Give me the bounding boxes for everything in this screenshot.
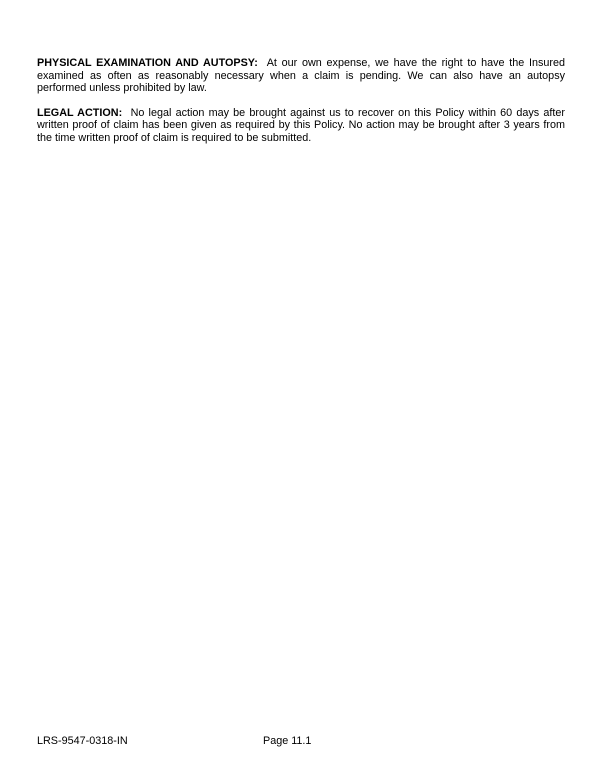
- legal-action-section: [37, 107, 565, 145]
- section-heading: PHYSICAL EXAMINATION AND AUTOPSY:: [37, 57, 258, 69]
- section-body: At our own expense, we have the right to have the Insured examined as often as reasonably necessary when a claim is pending. We can also have an autopsy performed unless prohibited by law.: [37, 57, 565, 95]
- section-body: No legal action may be brought against us to recover on this Policy within 60 days after written proof of claim has been given as required by this Policy. No action may be brought after 3 years from the time written proof of claim is required to be submitted.: [37, 106, 565, 144]
- physical-examination-section: [37, 57, 565, 95]
- form-code: LRS-9547-0318-IN: [37, 735, 128, 747]
- section-heading: LEGAL ACTION:: [37, 106, 123, 119]
- document-body: [37, 57, 565, 157]
- page-number: Page 11.1: [263, 735, 312, 747]
